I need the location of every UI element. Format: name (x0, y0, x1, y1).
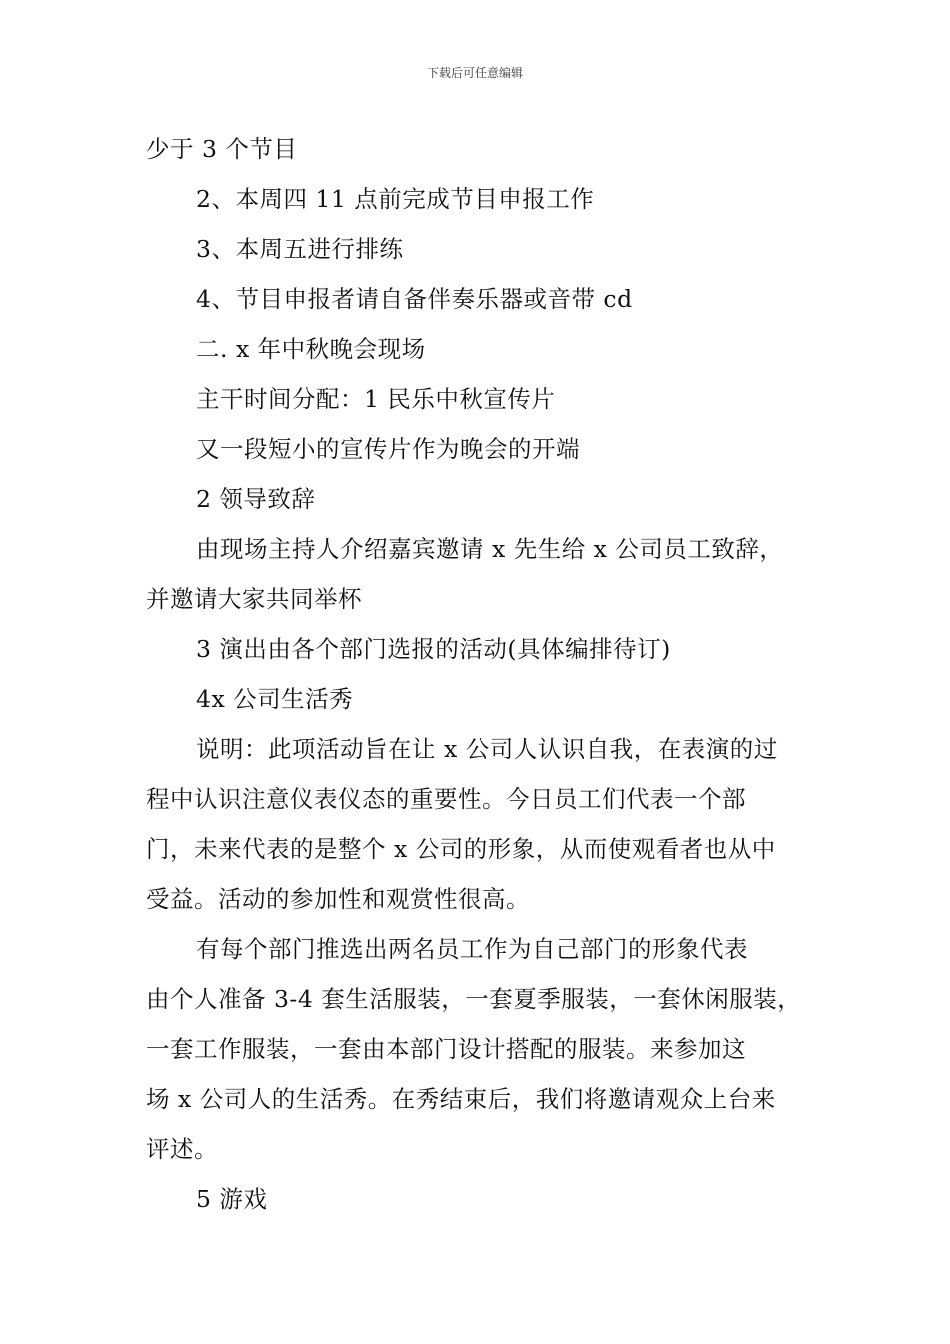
paragraph-item-2: 2、本周四 11 点前完成节目申报工作 (196, 185, 595, 213)
text-line: 受益。活动的参加性和观赏性很高。 (146, 885, 530, 913)
paragraph-item-4: 4、节目申报者请自备伴奏乐器或音带 cd (196, 285, 633, 313)
paragraph-explanation (146, 724, 814, 924)
text-line: 场 x 公司人的生活秀。在秀结束后，我们将邀请观众上台来 (146, 1085, 776, 1113)
paragraph-leader-speech: 2 领导致辞 (196, 485, 316, 513)
paragraph-host-intro (146, 524, 814, 624)
paragraph-games: 5 游戏 (196, 1185, 268, 1213)
text-line: 由个人准备 3-4 套生活服装，一套夏季服装，一套休闲服装， (146, 985, 802, 1013)
text-line: 有每个部门推选出两名员工作为自己部门的形象代表 (196, 935, 748, 963)
paragraph-item-3: 3、本周五进行排练 (196, 235, 404, 263)
text-line: 由现场主持人介绍嘉宾邀请 x 先生给 x 公司员工致辞， (196, 535, 784, 563)
paragraph-performances: 3 演出由各个部门选报的活动(具体编排待订) (196, 635, 671, 663)
text-line: 门，未来代表的是整个 x 公司的形象，从而使观看者也从中 (146, 835, 776, 863)
text-line: 评述。 (146, 1135, 218, 1163)
text-line: 并邀请大家共同举杯 (146, 585, 362, 613)
paragraph-lifestyle-show: 4x 公司生活秀 (196, 685, 354, 713)
document-body (146, 124, 814, 1224)
page-header-note: 下载后可任意编辑 (426, 66, 523, 80)
paragraph-promo-film: 又一段短小的宣传片作为晚会的开端 (196, 435, 580, 463)
paragraph-program-count: 少于 3 个节目 (146, 135, 298, 163)
text-line: 程中认识注意仪表仪态的重要性。今日员工们代表一个部 (146, 785, 746, 813)
section-heading-2: 二. x 年中秋晚会现场 (196, 335, 426, 363)
paragraph-time-allocation: 主干时间分配：1 民乐中秋宣传片 (196, 385, 556, 413)
text-line: 一套工作服装，一套由本部门设计搭配的服装。来参加这 (146, 1035, 746, 1063)
text-line: 说明：此项活动旨在让 x 公司人认识自我，在表演的过 (196, 735, 778, 763)
paragraph-department-reps (146, 924, 814, 1174)
